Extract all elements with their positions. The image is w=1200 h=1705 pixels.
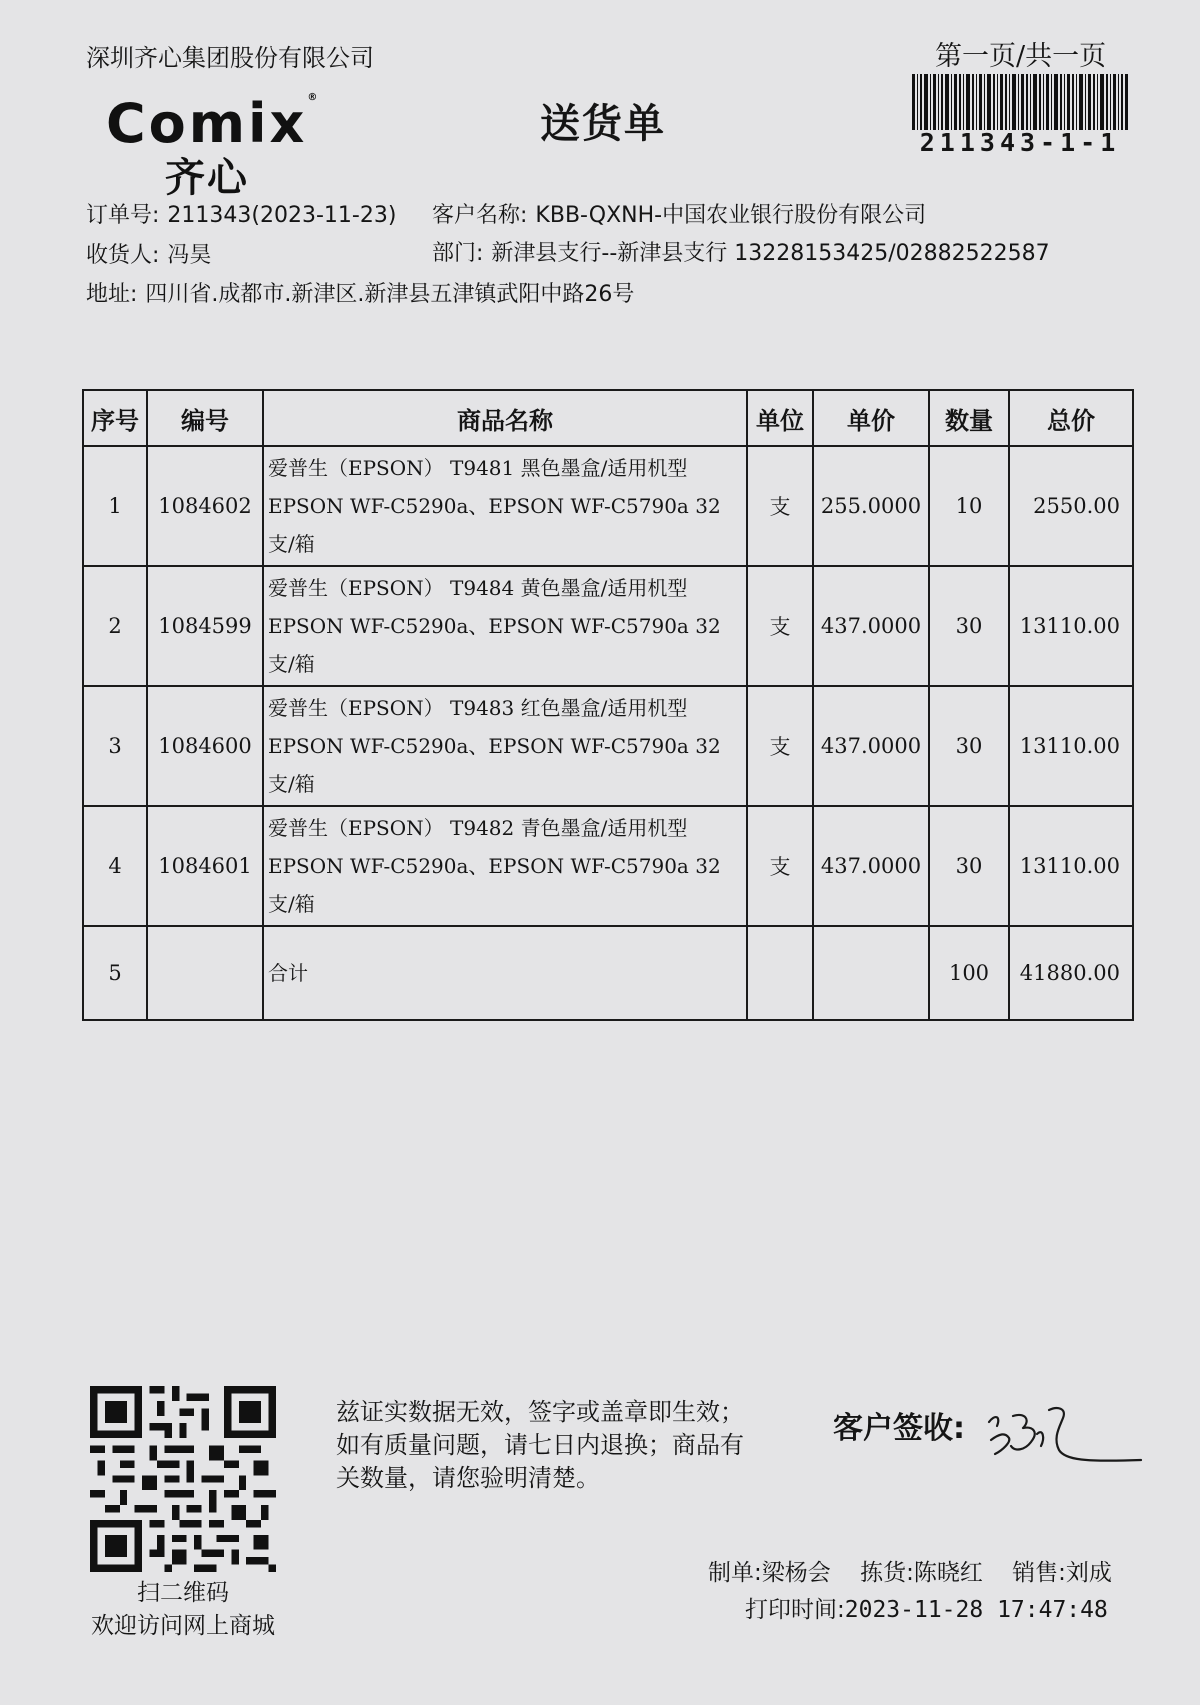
order-number: 订单号: 211343(2023-11-23) bbox=[86, 203, 397, 228]
header-unit: 单位 bbox=[747, 390, 813, 446]
cell-unit: 支 bbox=[747, 446, 813, 566]
customer-name: 客户名称: KBB-QXNH-中国农业银行股份有限公司 bbox=[432, 203, 927, 228]
qr-code-icon bbox=[90, 1386, 276, 1572]
cell-code: 1084600 bbox=[147, 686, 263, 806]
staff-info bbox=[708, 1554, 1112, 1587]
cell-unit: 支 bbox=[747, 806, 813, 926]
cell-code bbox=[147, 926, 263, 1020]
logo-chinese: 齐心 bbox=[165, 155, 249, 201]
cell-qty: 30 bbox=[929, 806, 1009, 926]
cell-seq: 5 bbox=[83, 926, 147, 1020]
cell-seq: 4 bbox=[83, 806, 147, 926]
cell-qty: 30 bbox=[929, 566, 1009, 686]
customer-signature-label: 客户签收: bbox=[833, 1411, 965, 1446]
cell-qty: 100 bbox=[929, 926, 1009, 1020]
picker: 拣货:陈晓红 bbox=[860, 1560, 983, 1586]
sales: 销售:刘成 bbox=[1012, 1560, 1112, 1586]
cell-code: 1084599 bbox=[147, 566, 263, 686]
cell-total: 2550.00 bbox=[1009, 446, 1133, 566]
cell-qty: 10 bbox=[929, 446, 1009, 566]
table-header-row bbox=[83, 390, 1133, 446]
cell-unit bbox=[747, 926, 813, 1020]
comix-logo: Comix® bbox=[106, 92, 321, 155]
cell-name: 合计 bbox=[263, 926, 747, 1020]
header-price: 单价 bbox=[813, 390, 929, 446]
cell-total: 13110.00 bbox=[1009, 686, 1133, 806]
cell-price: 437.0000 bbox=[813, 806, 929, 926]
company-name: 深圳齐心集团股份有限公司 bbox=[86, 44, 374, 72]
maker: 制单:梁杨会 bbox=[708, 1560, 831, 1586]
table-row bbox=[83, 806, 1133, 926]
table-row bbox=[83, 686, 1133, 806]
cell-name: 爱普生（EPSON） T9483 红色墨盒/适用机型EPSON WF-C5290a、EPSON WF-C5790a 32支/箱 bbox=[263, 686, 747, 806]
address: 地址: 四川省.成都市.新津区.新津县五津镇武阳中路26号 bbox=[86, 282, 635, 307]
handwritten-signature bbox=[985, 1398, 1145, 1468]
cell-price: 437.0000 bbox=[813, 566, 929, 686]
notice-text: 兹证实数据无效，签字或盖章即生效；如有质量问题，请七日内退换；商品有关数量，请您验明清楚。 bbox=[336, 1398, 744, 1492]
header-seq: 序号 bbox=[83, 390, 147, 446]
cell-price: 255.0000 bbox=[813, 446, 929, 566]
barcode-number: 211343-1-1 bbox=[919, 128, 1121, 157]
barcode-icon bbox=[912, 74, 1128, 130]
header-code: 编号 bbox=[147, 390, 263, 446]
cell-code: 1084602 bbox=[147, 446, 263, 566]
cell-price bbox=[813, 926, 929, 1020]
cell-unit: 支 bbox=[747, 566, 813, 686]
header-total: 总价 bbox=[1009, 390, 1133, 446]
cell-seq: 3 bbox=[83, 686, 147, 806]
header-name: 商品名称 bbox=[263, 390, 747, 446]
cell-name: 爱普生（EPSON） T9484 黄色墨盒/适用机型EPSON WF-C5290a、EPSON WF-C5790a 32支/箱 bbox=[263, 566, 747, 686]
logo-word: Comix bbox=[106, 92, 308, 155]
cell-unit: 支 bbox=[747, 686, 813, 806]
cell-name: 爱普生（EPSON） T9481 黑色墨盒/适用机型EPSON WF-C5290a、EPSON WF-C5790a 32支/箱 bbox=[263, 446, 747, 566]
cell-price: 437.0000 bbox=[813, 686, 929, 806]
print-time: 打印时间:2023-11-28 17:47:48 bbox=[745, 1597, 1108, 1623]
cell-total: 13110.00 bbox=[1009, 566, 1133, 686]
table-row bbox=[83, 446, 1133, 566]
qr-caption: 扫二维码 欢迎访问网上商城 bbox=[91, 1580, 275, 1639]
table-total-row bbox=[83, 926, 1133, 1020]
page-indicator: 第一页/共一页 bbox=[935, 41, 1107, 72]
header-qty: 数量 bbox=[929, 390, 1009, 446]
cell-total: 13110.00 bbox=[1009, 806, 1133, 926]
cell-total: 41880.00 bbox=[1009, 926, 1133, 1020]
document-title: 送货单 bbox=[540, 100, 666, 147]
cell-code: 1084601 bbox=[147, 806, 263, 926]
cell-qty: 30 bbox=[929, 686, 1009, 806]
cell-name: 爱普生（EPSON） T9482 青色墨盒/适用机型EPSON WF-C5290a、EPSON WF-C5790a 32支/箱 bbox=[263, 806, 747, 926]
items-table bbox=[82, 389, 1134, 1021]
cell-seq: 2 bbox=[83, 566, 147, 686]
cell-seq: 1 bbox=[83, 446, 147, 566]
receiver: 收货人: 冯昊 bbox=[86, 243, 212, 268]
department: 部门: 新津县支行--新津县支行 13228153425/02882522587 bbox=[432, 241, 1050, 266]
table-row bbox=[83, 566, 1133, 686]
